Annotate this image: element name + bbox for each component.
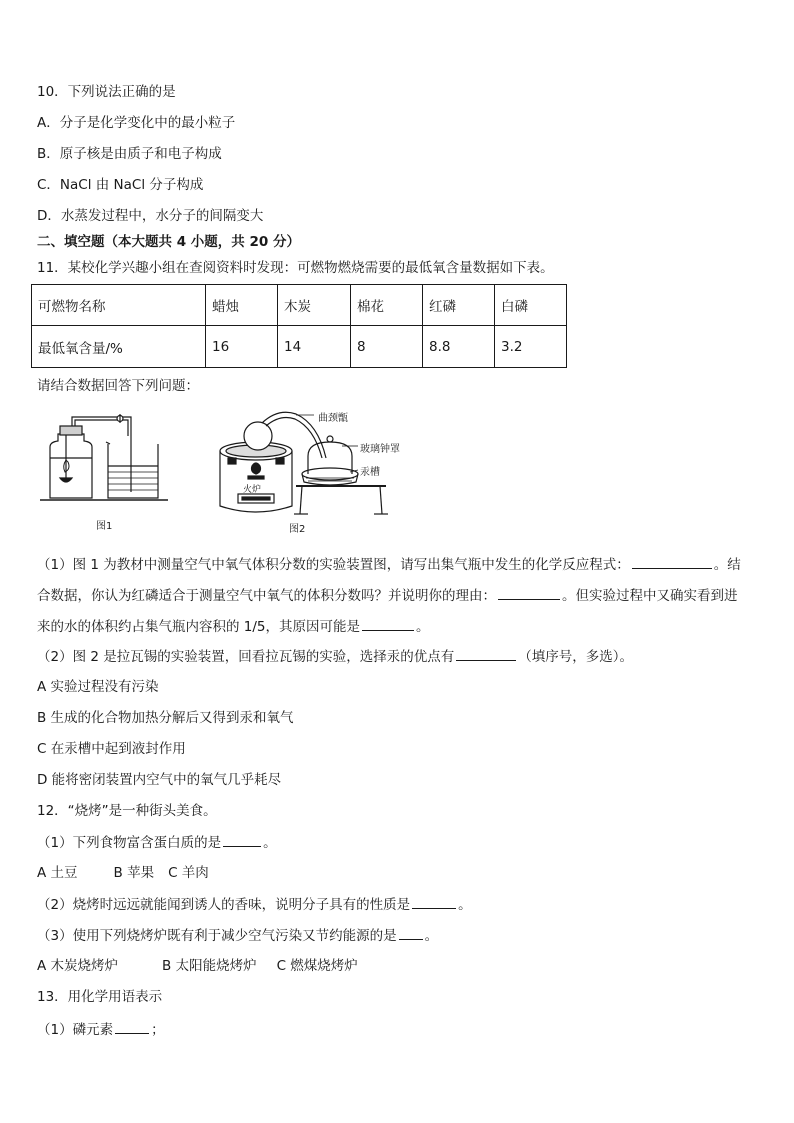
q12-part2-end: 。 (458, 897, 472, 913)
figure-2-caption: 图2 (289, 524, 306, 535)
q11-part2-option-c: C 在汞槽中起到液封作用 (37, 741, 186, 757)
q12-part1-end: 。 (263, 835, 277, 851)
table-cell: 8.8 (423, 326, 495, 368)
answer-blank[interactable] (632, 555, 712, 569)
table-cell: 可燃物名称 (32, 285, 206, 326)
table-cell: 3.2 (495, 326, 567, 368)
section-title: 二、填空题（本大题共 4 小题，共 20 分） (37, 234, 300, 250)
q11-part1-text2: 合数据，你认为红磷适合于测量空气中氧气的体积分数吗？并说明你的理由： (37, 588, 496, 604)
q12-option-b: B 苹果 (113, 865, 155, 881)
table-cell: 木炭 (278, 285, 351, 326)
answer-blank[interactable] (498, 586, 560, 600)
q12-part1-line (37, 833, 277, 852)
q11-part1-end2: 。但实验过程中又确实看到进 (562, 588, 738, 604)
q12-stem: 12．“烧烤”是一种街头美食。 (37, 803, 217, 819)
label-retort: 曲颈甑 (318, 413, 348, 424)
label-bell-jar: 玻璃钟罩 (360, 444, 400, 455)
q12-part3-options (37, 957, 358, 975)
answer-blank[interactable] (412, 895, 456, 909)
q12-part2-line (37, 895, 472, 914)
q10-option-a: A．分子是化学变化中的最小粒子 (37, 115, 236, 131)
table-cell: 白磷 (495, 285, 567, 326)
q12-part2-text: （2）烧烤时远远就能闻到诱人的香味，说明分子具有的性质是 (37, 897, 411, 913)
q12-part3-end: 。 (424, 928, 439, 944)
figure-1-apparatus (38, 414, 188, 514)
q11-part2-line (37, 647, 633, 666)
q12-option-a: A 土豆 (37, 865, 78, 881)
q12-option-c: C 羊肉 (168, 865, 209, 881)
q11-part2-option-b: B 生成的化合物加热分解后又得到汞和氧气 (37, 710, 294, 726)
q13-stem: 13．用化学用语表示 (37, 989, 163, 1005)
q11-part1-line2 (37, 586, 738, 605)
q10-stem: 10．下列说法正确的是 (37, 84, 176, 100)
q10-option-b: B．原子核是由质子和电子构成 (37, 146, 222, 162)
q13-part1-line (37, 1020, 165, 1039)
table-cell: 16 (206, 326, 278, 368)
figure-1-caption: 图1 (96, 521, 113, 532)
table-row (32, 326, 567, 368)
answer-blank[interactable] (456, 647, 516, 661)
q11-part1-end1: 。结 (713, 557, 741, 573)
q11-part1-end3: 。 (416, 619, 430, 635)
label-mercury-trough: 汞槽 (360, 467, 380, 478)
answer-blank[interactable] (115, 1020, 149, 1034)
table-cell: 最低氧含量/% (32, 326, 206, 368)
answer-blank[interactable] (223, 833, 261, 847)
answer-blank[interactable] (399, 926, 423, 940)
q11-part2-option-a: A 实验过程没有污染 (37, 679, 159, 695)
q12-part1-options (37, 864, 209, 882)
label-furnace: 火炉 (243, 485, 262, 495)
q11-part1-text3: 来的水的体积约占集气瓶内容积的 1/5，其原因可能是 (37, 619, 361, 635)
q11-part2-option-d: D 能将密闭装置内空气中的氧气几乎耗尽 (37, 772, 282, 788)
q11-part1-text1: （1）图 1 为教材中测量空气中氧气体积分数的实验装置图，请写出集气瓶中发生的化学反应程式： (37, 557, 630, 573)
q12-part3-text: （3）使用下列烧烤炉既有利于减少空气污染又节约能源的是 (37, 928, 397, 944)
table-cell: 8 (351, 326, 423, 368)
q12-p3-option-b: B 太阳能烧烤炉 (162, 958, 257, 974)
answer-blank[interactable] (362, 617, 414, 631)
data-table (31, 284, 567, 368)
q10-option-c: C．NaCl 由 NaCl 分子构成 (37, 177, 204, 193)
q11-stem: 11．某校化学兴趣小组在查阅资料时发现：可燃物燃烧需要的最低氧含量数据如下表。 (37, 260, 554, 276)
table-cell: 14 (278, 326, 351, 368)
q11-part1-line1 (37, 555, 741, 574)
q13-part1-text: （1）磷元素 (37, 1022, 114, 1038)
q12-part1-text: （1）下列食物富含蛋白质的是 (37, 835, 222, 851)
table-cell: 蜡烛 (206, 285, 278, 326)
q12-p3-option-a: A 木炭烧烤炉 (37, 958, 119, 974)
q11-part2-text: （2）图 2 是拉瓦锡的实验装置，回看拉瓦锡的实验，选择汞的优点有 (37, 649, 455, 665)
q10-option-d: D．水蒸发过程中，水分子的间隔变大 (37, 208, 264, 224)
table-header-row (32, 285, 567, 326)
q13-part1-end: ； (151, 1022, 165, 1038)
q12-p3-option-c: C 燃煤烧烤炉 (276, 958, 358, 974)
table-cell: 红磷 (423, 285, 495, 326)
table-cell: 棉花 (351, 285, 423, 326)
q11-part2-tail: （填序号，多选）。 (518, 649, 634, 665)
q11-part1-line3 (37, 617, 430, 636)
q11-prompt: 请结合数据回答下列问题： (37, 378, 199, 394)
q12-part3-line (37, 926, 438, 945)
